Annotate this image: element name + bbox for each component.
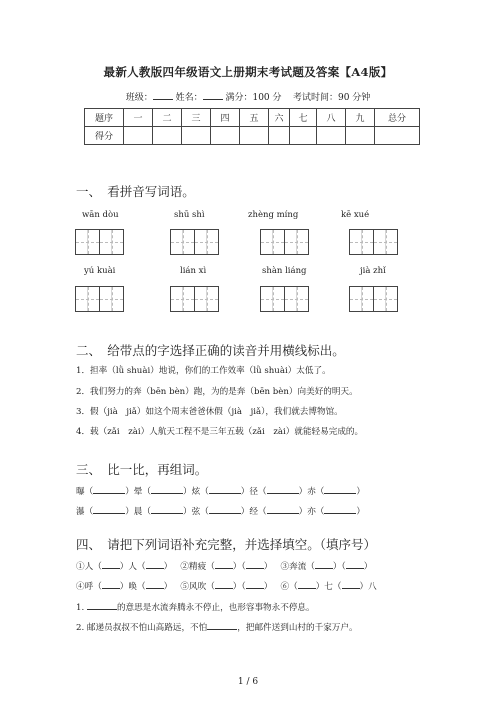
writing-grid[interactable] (170, 229, 219, 255)
pinyin-label: shàn liáng (262, 266, 307, 276)
score-cell: 二 (153, 109, 182, 127)
question-text: 2. 邮递员叔叔不怕山高路远，不怕 (76, 623, 208, 633)
answer-blank[interactable] (246, 579, 264, 589)
idiom-text: ） (163, 562, 173, 572)
score-table-header (85, 109, 420, 127)
page-number: 1 / 6 (237, 677, 259, 687)
score-table-row (85, 127, 420, 145)
question-text: 1. (76, 603, 87, 613)
idiom-text: ④呼（ (76, 582, 102, 592)
idiom-row (76, 559, 372, 572)
score-input-cell[interactable] (269, 127, 290, 145)
answer-blank[interactable] (315, 559, 333, 569)
score-input-cell[interactable] (375, 127, 420, 145)
score-input-cell[interactable] (124, 127, 153, 145)
idiom-text: ）人（ (119, 562, 146, 572)
score-cell: 六 (269, 109, 290, 127)
char-text: ）径（ (240, 487, 267, 497)
idiom-text: ）八 (359, 582, 377, 592)
answer-blank[interactable] (102, 579, 120, 589)
answer-blank[interactable] (146, 559, 164, 569)
idiom-text: ③奔流（ (280, 562, 315, 572)
page-title: 最新人教版四年级语文上册期末考试题及答案【A4版】 (103, 65, 393, 79)
question-line: 4．载（zǎi zài）人航天工程不是三年五载（zǎi zài）就能轻易完成的。 (76, 427, 364, 437)
answer-blank[interactable] (324, 504, 356, 514)
writing-grid[interactable] (349, 286, 398, 312)
name-label: 姓名： (175, 93, 203, 103)
section3-heading: 三、 比一比，再组词。 (76, 462, 208, 477)
class-label: 班级： (125, 93, 153, 103)
pinyin-label: jià zhǐ (360, 266, 386, 276)
score-input-cell[interactable] (240, 127, 269, 145)
pinyin-label: zhèng míng (248, 210, 299, 220)
score-input-cell[interactable] (153, 127, 182, 145)
answer-blank[interactable] (215, 579, 233, 589)
score-cell: 题序 (85, 109, 124, 127)
section1-heading: 一、 看拼音写词语。 (76, 184, 195, 199)
char-text: ）晨（ (125, 507, 151, 517)
answer-blank[interactable] (102, 559, 120, 569)
idiom-text: ） (163, 582, 173, 592)
answer-blank[interactable] (207, 620, 237, 630)
section2-heading: 二、 给带点的字选择正确的读音并用横线标出。 (76, 343, 345, 358)
answer-blank[interactable] (151, 484, 183, 494)
idiom-row (76, 579, 377, 592)
score-table (84, 108, 420, 145)
pinyin-label: kē xué (341, 210, 370, 220)
idiom-text: ） (363, 562, 373, 572)
char-text: ）亦（ (298, 507, 325, 517)
writing-grid[interactable] (75, 229, 124, 255)
answer-blank[interactable] (324, 484, 356, 494)
char-text: ）炫（ (183, 487, 209, 497)
question-line: 2．我们努力的奔（bēn bèn）跑，为的是奔（bēn bèn）向美好的明天。 (76, 387, 358, 397)
section4-heading: 四、 请把下列词语补充完整，并选择填空。（填序号） (76, 537, 377, 552)
score-input-cell[interactable] (182, 127, 211, 145)
answer-blank[interactable] (151, 504, 183, 514)
char-text: 瀑（ (76, 507, 94, 517)
idiom-text: ①人（ (76, 562, 102, 572)
score-cell: 总分 (375, 109, 420, 127)
writing-grid[interactable] (260, 229, 309, 255)
score-input-cell[interactable] (211, 127, 240, 145)
answer-blank[interactable] (93, 484, 125, 494)
writing-grid[interactable] (260, 286, 309, 312)
answer-blank[interactable] (346, 559, 364, 569)
score-cell: 一 (124, 109, 153, 127)
char-text: ） (356, 487, 365, 497)
score-cell: 九 (346, 109, 375, 127)
idiom-text: ⑤风吹（ (180, 582, 215, 592)
question-line: 3．假（jià jiǎ）如这个周末爸爸休假（jià jiǎ），我们就去博物馆。 (76, 407, 343, 417)
idiom-text: ） (263, 582, 273, 592)
idiom-text: ⑥（ (280, 582, 298, 592)
compare-row (76, 484, 365, 497)
score-cell: 五 (240, 109, 269, 127)
pinyin-label: shū shì (174, 210, 205, 220)
idiom-text: ）（ (232, 582, 246, 592)
answer-blank[interactable] (246, 559, 264, 569)
writing-grid[interactable] (170, 286, 219, 312)
score-row-label: 得分 (85, 127, 124, 145)
score-cell: 八 (317, 109, 346, 127)
writing-grid[interactable] (75, 286, 124, 312)
idiom-text: ）唤（ (119, 582, 146, 592)
idiom-text: ）（ (332, 562, 346, 572)
answer-blank[interactable] (342, 579, 360, 589)
question-text: 的意思是水流奔腾永不停止，也形容事物永不停息。 (116, 603, 315, 613)
answer-blank[interactable] (267, 484, 299, 494)
answer-blank[interactable] (87, 600, 117, 610)
pinyin-label: yú kuài (84, 266, 116, 276)
answer-blank[interactable] (298, 579, 316, 589)
answer-blank[interactable] (209, 484, 241, 494)
idiom-text: ）（ (232, 562, 246, 572)
answer-blank[interactable] (215, 559, 233, 569)
compare-row (76, 504, 365, 517)
score-cell: 四 (211, 109, 240, 127)
answer-blank[interactable] (267, 504, 299, 514)
fill-question (76, 620, 358, 633)
score-input-cell[interactable] (317, 127, 346, 145)
idiom-text: ②精疲（ (180, 562, 215, 572)
char-text: ）经（ (240, 507, 267, 517)
score-input-cell[interactable] (346, 127, 375, 145)
score-input-cell[interactable] (290, 127, 317, 145)
exam-meta (0, 90, 496, 103)
name-blank (203, 90, 223, 100)
char-text: ） (356, 507, 365, 517)
answer-blank[interactable] (146, 579, 164, 589)
char-text: 曝（ (76, 487, 94, 497)
question-text: ，把邮件送到山村的千家万户。 (237, 623, 358, 633)
full-score: 满分：100 分 (225, 93, 282, 103)
fill-question (76, 600, 315, 613)
char-text: ）晕（ (125, 487, 151, 497)
score-cell: 三 (182, 109, 211, 127)
writing-grid[interactable] (349, 229, 398, 255)
idiom-text: ） (263, 562, 273, 572)
exam-time: 考试时间：90 分钟 (292, 93, 371, 103)
answer-blank[interactable] (209, 504, 241, 514)
pinyin-label: lián xì (180, 266, 207, 276)
idiom-text: ）七（ (315, 582, 342, 592)
answer-blank[interactable] (93, 504, 125, 514)
pinyin-label: wān dòu (82, 210, 119, 220)
question-line: 1．担率（lǜ shuài）地说，你们的工作效率（lǜ shuài）太低了。 (76, 366, 331, 376)
score-cell: 七 (290, 109, 317, 127)
char-text: ）弦（ (183, 507, 209, 517)
char-text: ）赤（ (298, 487, 325, 497)
class-blank (153, 90, 173, 100)
